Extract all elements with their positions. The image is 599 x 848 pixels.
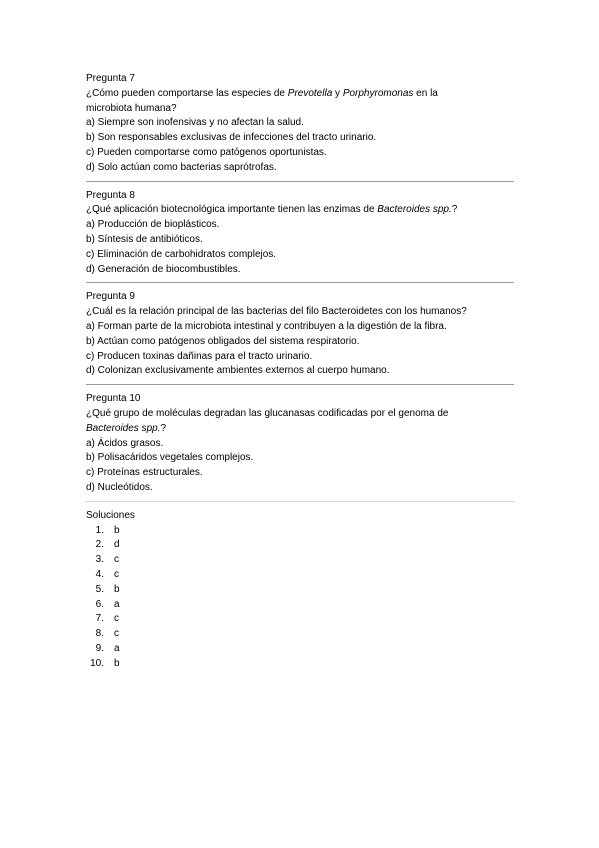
answer-option: c) Proteínas estructurales.: [86, 467, 203, 479]
solution-number: 5.: [95, 583, 104, 595]
question-block: [86, 392, 514, 496]
solution-number: 1.: [95, 524, 104, 536]
solution-item: [86, 598, 514, 613]
solution-item: [86, 583, 514, 598]
question-text: [86, 203, 514, 218]
solution-item: [86, 642, 514, 657]
question-text: ¿Cuál es la relación principal de las bacterias del filo Bacteroidetes con los humanos?: [86, 306, 467, 318]
solutions-list: [86, 524, 514, 672]
solution-number: 6.: [95, 598, 104, 610]
solution-number: 7.: [95, 613, 104, 625]
divider: [86, 501, 514, 502]
answer-option: d) Nucleótidos.: [86, 481, 153, 493]
solutions-block: [86, 509, 514, 672]
solution-number: 2.: [95, 539, 104, 551]
solution-answer: b: [114, 657, 120, 669]
solution-answer: a: [114, 642, 120, 654]
solution-answer: d: [114, 539, 120, 551]
solution-item: [86, 627, 514, 642]
solution-item: [86, 568, 514, 583]
answer-option: c) Producen toxinas dañinas para el tracto urinario.: [86, 350, 313, 362]
question-text: [86, 407, 471, 437]
question-text-part: ¿Qué aplicación biotecnológica importante tienen las enzimas de: [86, 204, 378, 216]
question-text-part: ?: [451, 204, 458, 216]
species-name: Bacteroides spp.: [86, 422, 161, 434]
solution-answer: c: [114, 554, 119, 566]
question-text-part: en la microbiota humana?: [86, 87, 438, 114]
question-block: [86, 290, 514, 379]
solution-answer: a: [114, 598, 120, 610]
question-title: Pregunta 8: [86, 189, 135, 201]
solutions-title: Soluciones: [86, 509, 135, 521]
answer-option: a) Forman parte de la microbiota intestinal y contribuyen a la digestión de la fibra.: [86, 320, 447, 332]
question-text-part: ¿Qué grupo de moléculas degradan las glucanasas codificadas por el genoma de: [86, 407, 449, 419]
answer-option: b) Actúan como patógenos obligados del sistema respiratorio.: [86, 335, 360, 347]
answer-option: d) Solo actúan como bacterias saprótrofas.: [86, 161, 277, 173]
species-name: Porphyromonas: [342, 87, 414, 99]
question-title: Pregunta 9: [86, 291, 135, 303]
solution-number: 10.: [90, 657, 104, 669]
answer-option: d) Colonizan exclusivamente ambientes externos al cuerpo humano.: [86, 365, 390, 377]
answer-option: a) Ácidos grasos.: [86, 437, 164, 449]
solution-answer: c: [114, 568, 119, 580]
solution-item: [86, 612, 514, 627]
question-text-part: ¿Cómo pueden comportarse las especies de: [86, 87, 288, 99]
solution-number: 8.: [95, 628, 104, 640]
solution-number: 9.: [95, 642, 104, 654]
answer-option: c) Eliminación de carbohidratos complejos.: [86, 248, 277, 260]
divider: [86, 384, 514, 385]
answer-option: a) Producción de bioplásticos.: [86, 219, 220, 231]
species-name: Prevotella: [287, 87, 333, 99]
question-text-part: ?: [160, 422, 167, 434]
solution-item: [86, 657, 514, 672]
divider: [86, 181, 514, 182]
solution-answer: c: [114, 613, 119, 625]
solution-item: [86, 553, 514, 568]
answer-option: b) Síntesis de antibióticos.: [86, 233, 203, 245]
question-block: [86, 189, 514, 278]
solution-answer: c: [114, 628, 119, 640]
question-title: Pregunta 10: [86, 393, 141, 405]
answer-option: b) Son responsables exclusivas de infecciones del tracto urinario.: [86, 132, 377, 144]
answer-option: d) Generación de biocombustibles.: [86, 263, 241, 275]
solution-number: 4.: [95, 568, 104, 580]
document-page: [86, 72, 514, 671]
solution-number: 3.: [95, 554, 104, 566]
question-text-part: y: [332, 87, 343, 99]
question-title: Pregunta 7: [86, 73, 135, 84]
solution-answer: b: [114, 524, 120, 536]
solution-item: [86, 538, 514, 553]
answer-option: a) Siempre son inofensivas y no afectan la salud.: [86, 117, 304, 129]
solution-item: [86, 524, 514, 539]
question-text: [86, 87, 476, 117]
divider: [86, 282, 514, 283]
species-name: Bacteroides spp.: [377, 204, 452, 216]
solution-answer: b: [114, 583, 120, 595]
question-block: [86, 72, 514, 176]
answer-option: c) Pueden comportarse como patógenos oportunistas.: [86, 146, 327, 158]
answer-option: b) Polisacáridos vegetales complejos.: [86, 452, 254, 464]
